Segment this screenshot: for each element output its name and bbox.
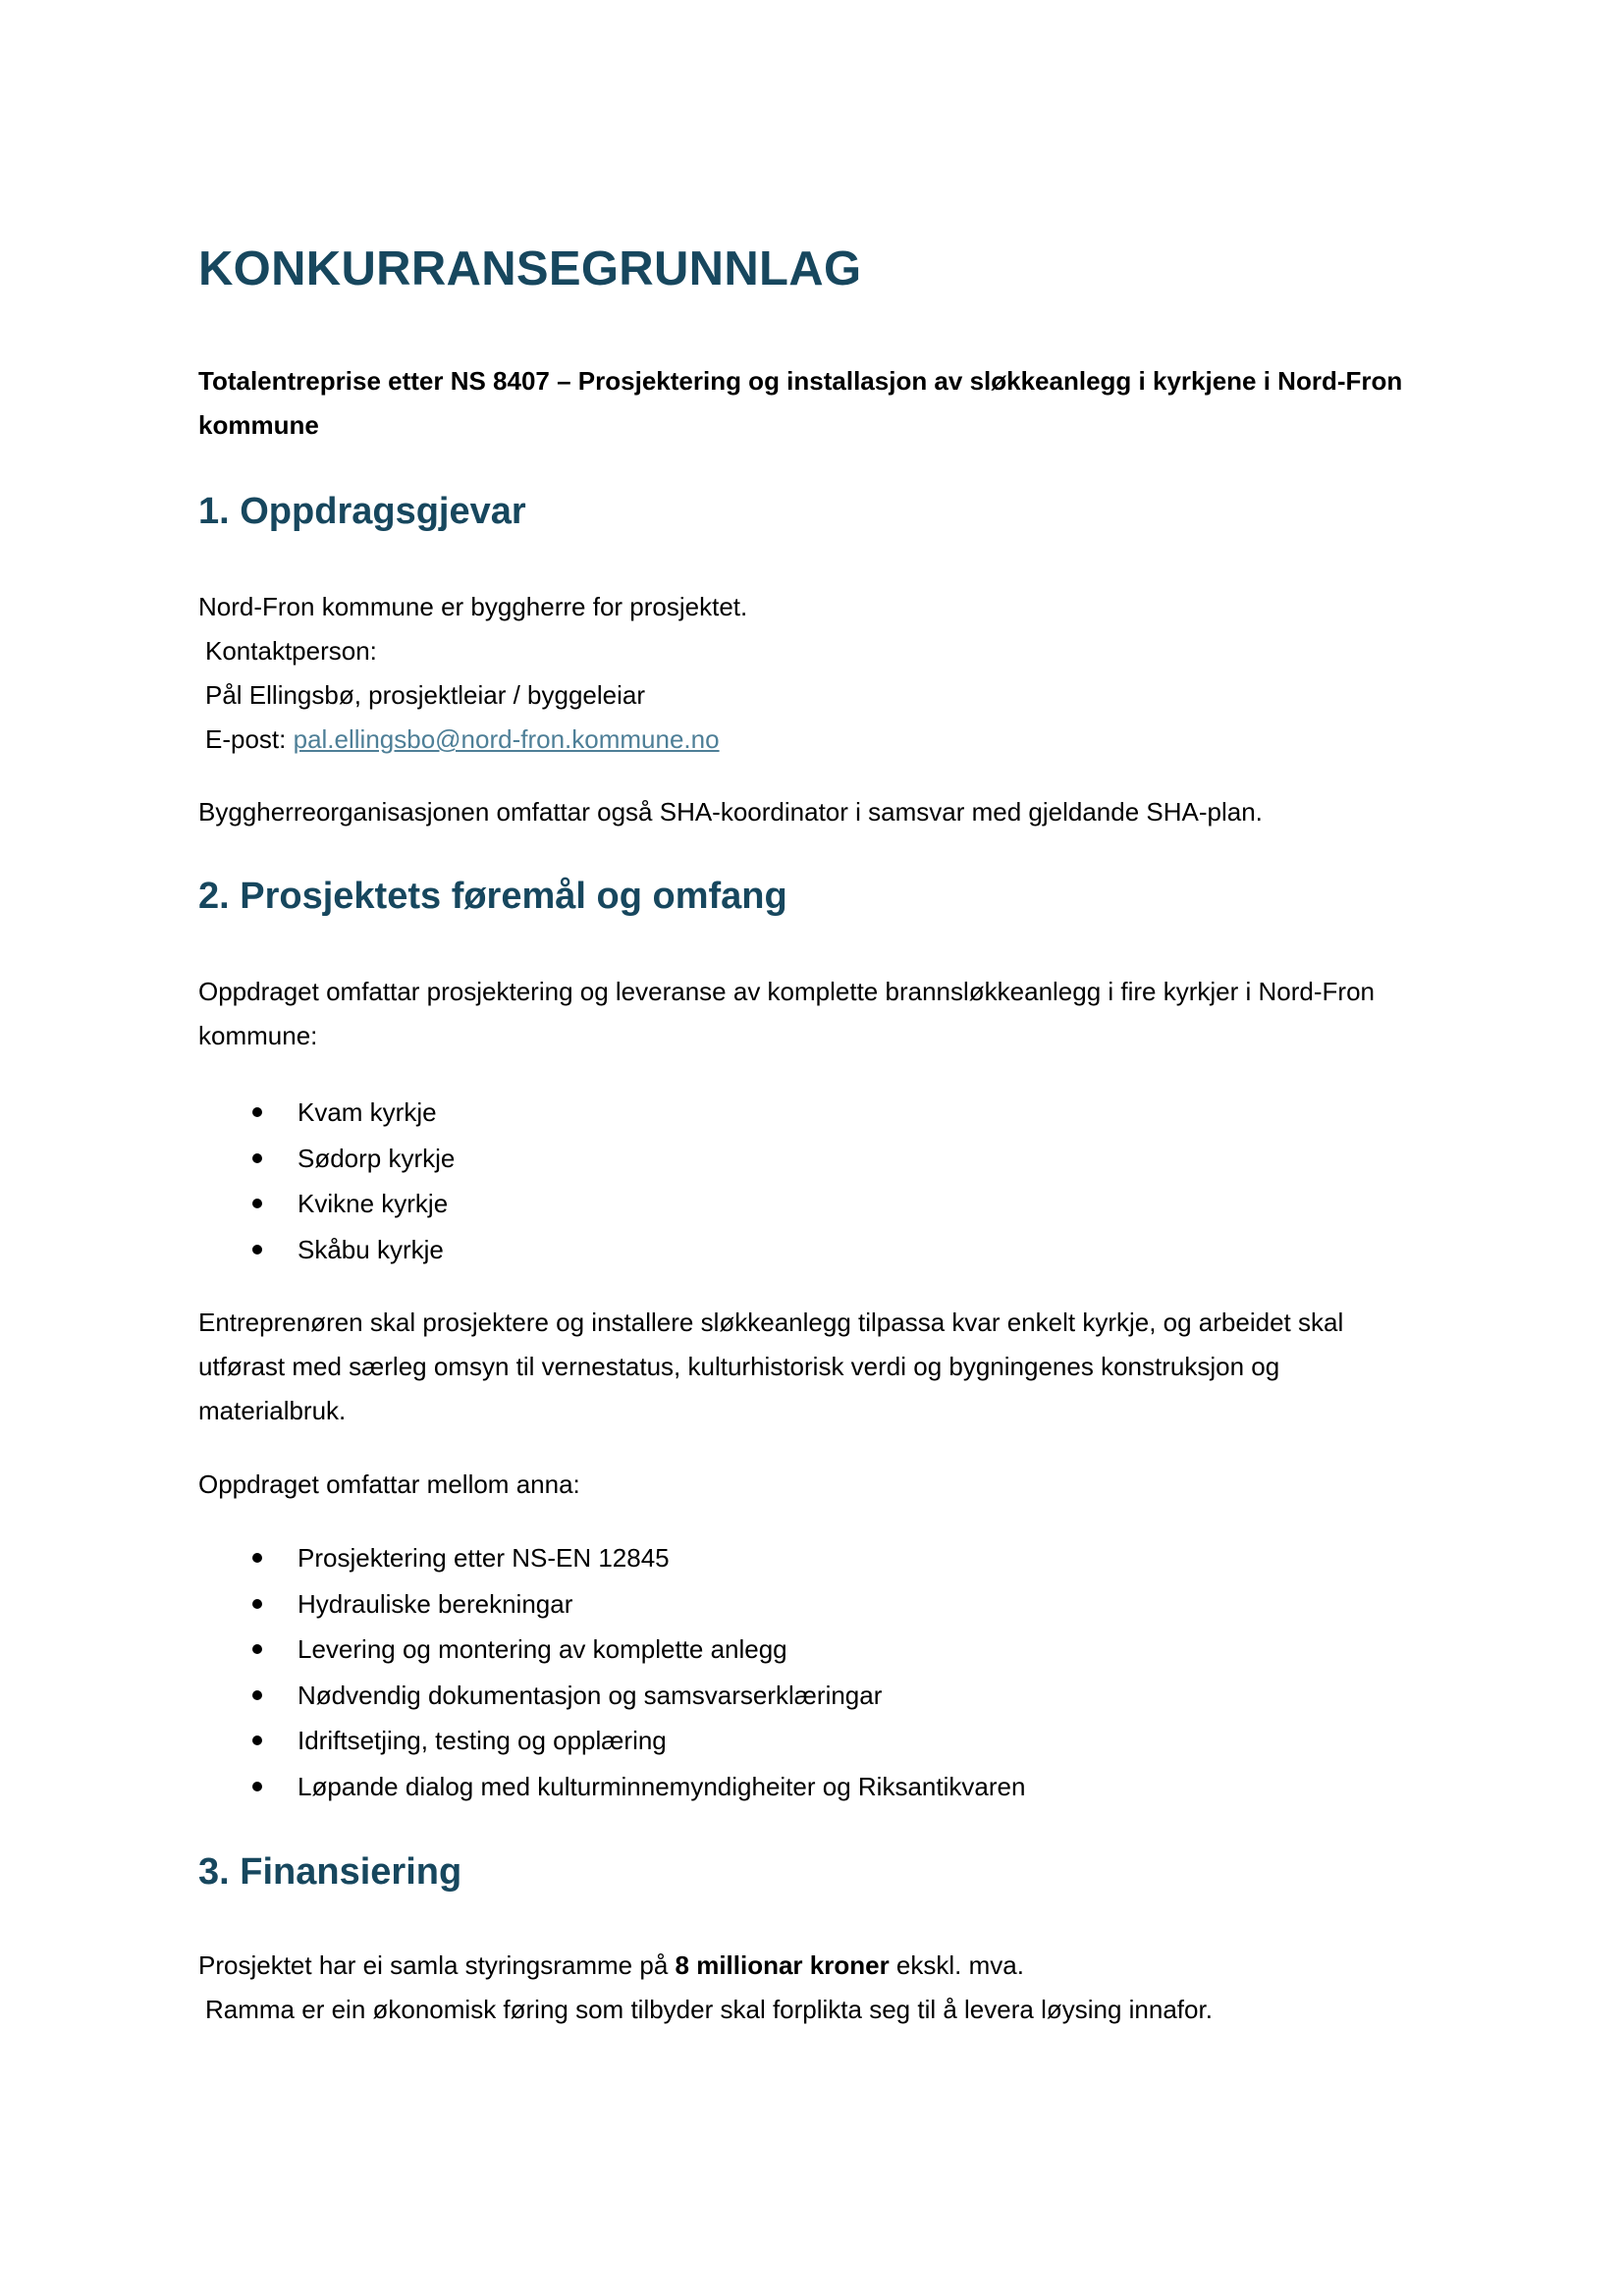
section1-line-contact-label: Kontaktperson:: [205, 636, 377, 666]
budget-prefix: Prosjektet har ei samla styringsramme på: [198, 1950, 676, 1980]
section2-intro-line1: Oppdraget omfattar prosjektering og leveranse av komplette brannsløkkeanlegg i fire kyrkjer i Nord-Fron: [198, 977, 1375, 1006]
section1-email-line: [198, 718, 1435, 762]
section3-line2: Ramma er ein økonomisk føring som tilbyder skal forplikta seg til å levera løysing innafor.: [205, 1995, 1213, 2024]
section3-heading: 3. Finansiering: [198, 1851, 462, 1893]
section2-paragraph-line: Entreprenøren skal prosjektere og installere sløkkeanlegg tilpassa kvar enkelt kyrkje, og arbeidet skal: [198, 1308, 1344, 1337]
list-item: [198, 1136, 455, 1182]
bullet-icon: [252, 1599, 262, 1609]
section2-paragraph-line: materialbruk.: [198, 1396, 347, 1425]
bullet-icon: [252, 1782, 262, 1791]
list-item: [198, 1181, 455, 1227]
bullet-icon: [252, 1199, 262, 1208]
bullet-icon: [252, 1245, 262, 1255]
bullet-icon: [252, 1153, 262, 1163]
scope-item: Hydrauliske berekningar: [298, 1588, 573, 1619]
list-item: [198, 1535, 1025, 1581]
church-name: Kvikne kyrkje: [298, 1189, 449, 1218]
list-item: [198, 1673, 1025, 1719]
section2-heading: 2. Prosjektets føremål og omfang: [198, 876, 787, 917]
document-subtitle: Totalentreprise etter NS 8407 – Prosjektering og installasjon av sløkkeanlegg i kyrkjene i Nord-Fron kommune: [198, 366, 1403, 440]
section1-line-owner: Nord-Fron kommune er byggherre for prosjektet.: [198, 592, 748, 621]
budget-suffix: ekskl. mva.: [889, 1950, 1024, 1980]
section1-paragraph2: Byggherreorganisasjonen omfattar også SHA-koordinator i samsvar med gjeldande SHA-plan.: [198, 797, 1263, 827]
section1-contact-block: [198, 585, 1435, 762]
document-title: KONKURRANSEGRUNNLAG: [198, 242, 862, 295]
scope-item: Nødvendig dokumentasjon og samsvarserklæringar: [298, 1680, 883, 1710]
church-name: Kvam kyrkje: [298, 1097, 437, 1127]
section3-paragraph: [198, 1944, 1435, 2032]
section2-paragraph: [198, 1301, 1435, 1433]
bullet-icon: [252, 1690, 262, 1700]
scope-list: [198, 1535, 1025, 1809]
scope-item: Levering og montering av komplette anlegg: [298, 1634, 787, 1664]
section2-paragraph-line: utførast med særleg omsyn til vernestatus, kulturhistorisk verdi og bygningenes konstruksjon og: [198, 1352, 1280, 1381]
scope-item: Løpande dialog med kulturminnemyndigheiter og Riksantikvaren: [298, 1771, 1026, 1801]
scope-item: Idriftsetjing, testing og opplæring: [298, 1726, 667, 1755]
church-name: Skåbu kyrkje: [298, 1234, 444, 1264]
section2-intro-line2: kommune:: [198, 1021, 318, 1050]
bullet-icon: [252, 1735, 262, 1745]
bullet-icon: [252, 1644, 262, 1654]
list-item: [198, 1764, 1025, 1810]
section3-line1: [198, 1944, 1435, 1988]
church-name: Sødorp kyrkje: [298, 1143, 456, 1173]
list-item: [198, 1627, 1025, 1673]
scope-item: Prosjektering etter NS-EN 12845: [298, 1543, 670, 1573]
section1-line-contact-person: Pål Ellingsbø, prosjektleiar / byggeleiar: [205, 680, 645, 710]
section2-intro: [198, 970, 1435, 1058]
bullet-icon: [252, 1553, 262, 1563]
list-item: [198, 1227, 455, 1273]
section1-heading: 1. Oppdragsgjevar: [198, 491, 526, 532]
list-item: [198, 1581, 1025, 1628]
email-label: E-post:: [205, 724, 287, 754]
list-item: [198, 1090, 455, 1136]
section2-scope-intro: Oppdraget omfattar mellom anna:: [198, 1469, 580, 1499]
list-item: [198, 1718, 1025, 1764]
budget-amount: 8 millionar kroner: [675, 1950, 890, 1980]
church-list: [198, 1090, 455, 1272]
email-link[interactable]: pal.ellingsbo@nord-fron.kommune.no: [293, 724, 720, 754]
bullet-icon: [252, 1107, 262, 1117]
